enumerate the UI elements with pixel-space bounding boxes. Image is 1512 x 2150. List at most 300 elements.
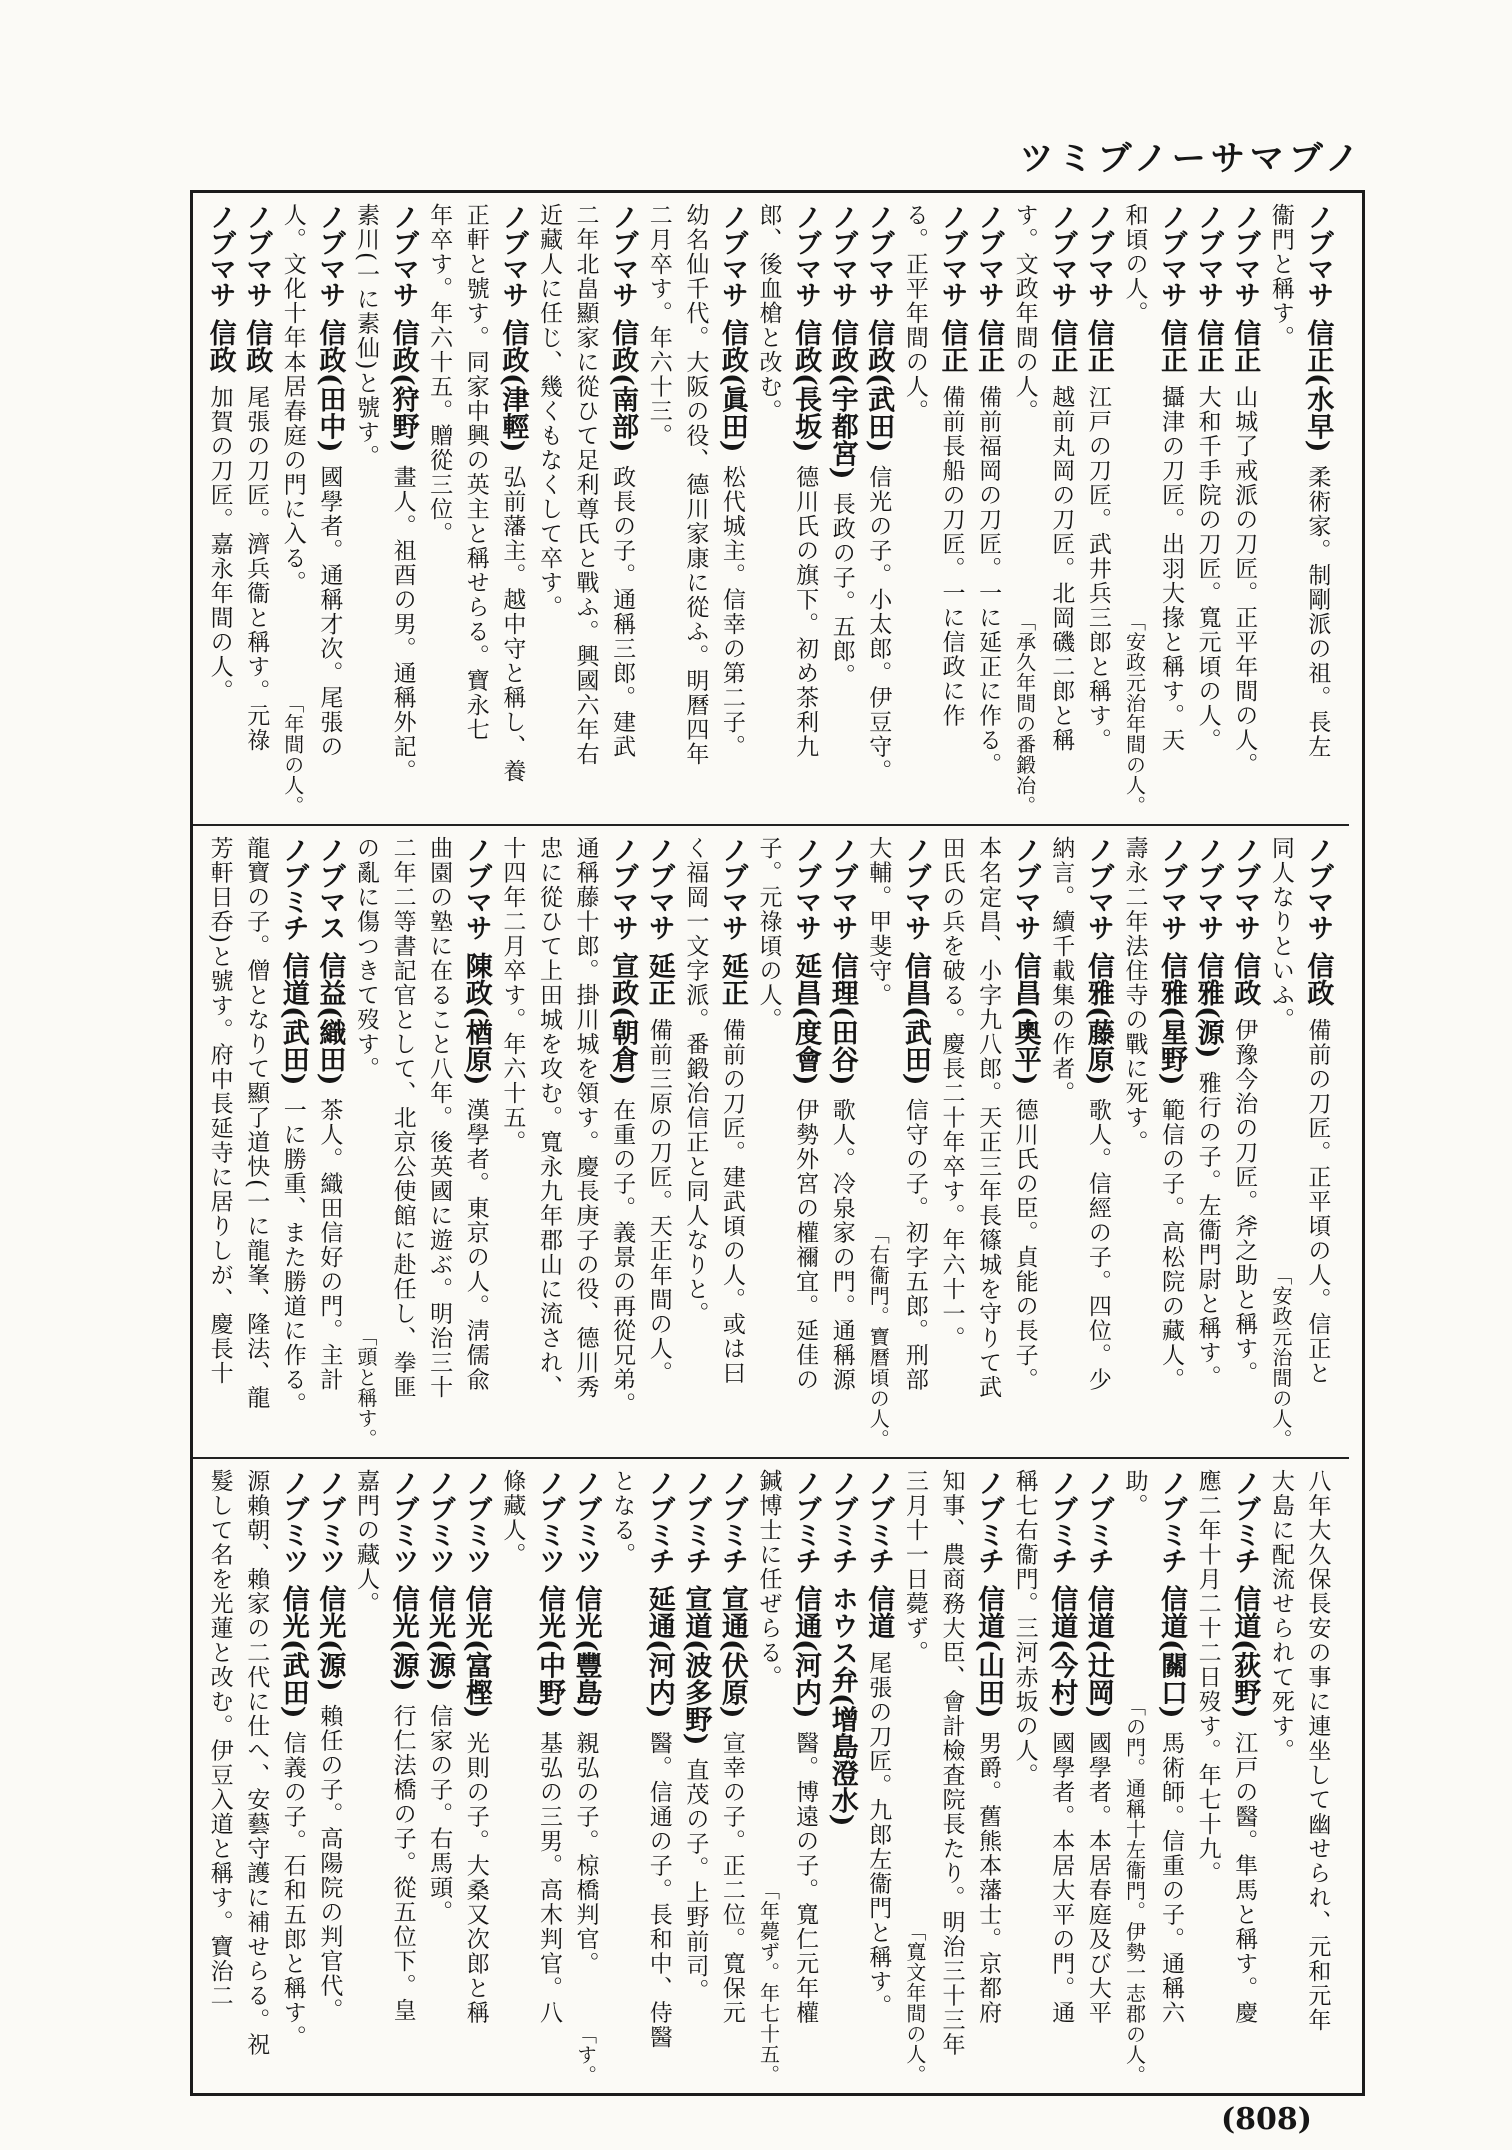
entry-text: 江戸の刀匠。武井兵三郎と稱す。 <box>1084 385 1111 753</box>
entry-reading: ノブミチ <box>826 1469 858 1573</box>
entry-text: 直茂の子。上野前司。 <box>682 1757 709 2003</box>
entry-text: 基弘の三男。高木判官。八 <box>535 1730 562 2025</box>
entry-name: 信政 <box>241 319 273 373</box>
continuation-column <box>347 203 384 818</box>
entry-text: 範信の子。高松院の藏人。 <box>1158 1097 1185 1392</box>
entry-text: 芳軒日呑)と號す。府中長延寺に居りしが、慶長十 <box>206 836 233 1386</box>
entry-name: 信政(田中) <box>314 319 346 453</box>
entry-name: 信政(眞田) <box>716 319 748 453</box>
entry-name: 信政 <box>1229 952 1261 1006</box>
continuation-column <box>238 836 275 1451</box>
entry-name: 信政(宇都宮) <box>826 319 858 480</box>
entry-name: 延昌(度會) <box>790 952 822 1086</box>
entry-text: 在重の子。義景の再從兄弟。 <box>609 1097 636 1417</box>
entry-name: 信正 <box>1229 319 1261 373</box>
entry-name: 信正 <box>936 319 968 373</box>
entry-text: 鍼博士に任ぜらる。 <box>755 1469 782 1690</box>
overflow-text: 「の門。通稱十左衞門。伊勢一志郡の人。 <box>1122 1695 1147 2085</box>
entry-text: 馬術師。信重の子。通稱六 <box>1158 1730 1185 2025</box>
entry-column <box>421 1469 458 2087</box>
entry-reading: ノブマサ <box>241 203 273 307</box>
entry-reading: ノブマサ <box>716 203 748 307</box>
entry-text: 山城了戒派の刀匠。正平年間の人。 <box>1231 385 1258 777</box>
entry-reading: ノブマサ <box>1082 203 1114 307</box>
entry-column <box>457 836 494 1451</box>
entry-text: 知事、農商務大臣、會計檢査院長たり。明治三十三年 <box>938 1469 965 2057</box>
entry-column <box>311 1469 348 2087</box>
entry-text: 信光の子。小太郎。伊豆守。 <box>865 464 892 784</box>
entry-column <box>311 203 348 818</box>
entry-reading: ノブマサ <box>899 836 931 940</box>
continuation-column <box>860 836 897 1451</box>
entry-text: 親弘の子。椋橋判官。 <box>572 1730 599 1976</box>
entry-column <box>384 1469 421 2087</box>
overflow-text: 「年間の人。 <box>280 693 305 816</box>
entry-reading: ノブミチ <box>973 1469 1005 1573</box>
entry-text: 幼名仙千代。大阪の役、德川家康に從ふ。明曆四年 <box>682 203 709 767</box>
entry-name: 信理(田谷) <box>826 952 858 1086</box>
entry-text: 攝津の刀匠。出羽大掾と稱す。天 <box>1158 385 1185 753</box>
entry-text: 通稱藤十郎。掛川城を領す。慶長庚子の役、德川秀 <box>572 836 599 1400</box>
entry-column <box>969 1469 1006 2087</box>
entry-column <box>640 1469 677 2087</box>
continuation-column <box>347 836 384 1451</box>
entry-reading: ノブマサ <box>1302 836 1334 940</box>
entry-text: 德川氏の旗下。初め茶利九 <box>792 464 819 759</box>
entry-text: 國學者。通稱才次。尾張の <box>316 464 343 759</box>
entry-column <box>1226 1469 1263 2087</box>
entry-text: 雅行の子。左衞門尉と稱す。 <box>1194 1070 1221 1390</box>
entry-name: 信正 <box>1156 319 1188 373</box>
entry-text: 本名定昌、小字九八郎。天正三年長篠城を守りて武 <box>975 836 1002 1400</box>
continuation-column <box>201 836 238 1451</box>
entry-text: 稱七右衞門。三河赤坂の人。 <box>1011 1469 1038 1788</box>
entry-text: 年卒す。年六十五。贈從三位。 <box>426 203 453 546</box>
entry-reading: ノブマサ <box>826 203 858 307</box>
tier-bottom <box>193 1459 1349 2093</box>
entry-name: 宣政(朝倉) <box>607 952 639 1086</box>
entry-column <box>1226 203 1263 818</box>
entry-column <box>787 203 824 818</box>
entry-text: く福岡一文字派。番鍛冶信正と同人なりと。 <box>682 836 709 1326</box>
entry-name: 信道(關口) <box>1156 1585 1188 1719</box>
entry-text: 信守の子。初字五郎。刑部 <box>901 1097 928 1392</box>
entry-column <box>1299 203 1336 818</box>
continuation-column <box>567 203 604 818</box>
entry-column <box>1006 836 1043 1451</box>
overflow-text: 「年薨ず。年七十五。 <box>756 1880 781 2085</box>
entry-column <box>860 203 897 818</box>
entry-reading: ノブマサ <box>387 203 419 307</box>
entry-name: 信正 <box>1082 319 1114 373</box>
continuation-column <box>1262 836 1299 1451</box>
entry-text: 條藏人。 <box>499 1469 526 1567</box>
continuation-column <box>494 836 531 1451</box>
entry-column <box>823 203 860 818</box>
entry-column <box>1226 836 1263 1451</box>
entry-reading: ノブマサ <box>314 203 346 307</box>
continuation-column <box>1262 203 1299 818</box>
entry-column <box>384 203 421 818</box>
entry-text: 嘉門の藏人。 <box>352 1469 379 1616</box>
entry-column <box>677 1469 714 2087</box>
continuation-column <box>567 836 604 1451</box>
entry-text: 納言。續千載集の作者。 <box>1048 836 1075 1106</box>
entry-reading: ノブミツ <box>460 1469 492 1573</box>
entry-column <box>1152 1469 1189 2087</box>
entry-reading: ノブミツ <box>570 1469 602 1573</box>
entry-reading: ノブミツ <box>277 1469 309 1573</box>
entry-text: 三月十一日薨ず。 <box>901 1469 928 1665</box>
entry-column <box>457 1469 494 2087</box>
entry-reading: ノブミツ <box>314 1469 346 1573</box>
continuation-column <box>677 836 714 1451</box>
entry-name: 延正 <box>716 952 748 1006</box>
entry-name: 信光(豐島) <box>570 1585 602 1719</box>
entry-name: 信雅(星野) <box>1156 952 1188 1086</box>
entry-reading: ノブマサ <box>936 203 968 307</box>
entry-column <box>1189 203 1226 818</box>
entry-reading: ノブマサ <box>1156 836 1188 940</box>
entry-text: 二年北畠顯家に從ひて足利尊氏と戰ふ。興國六年右 <box>572 203 599 767</box>
entry-name: 陳政(楢原) <box>460 952 492 1086</box>
continuation-column <box>421 836 458 1451</box>
entry-text: 江戸の醫。隼馬と稱す。慶 <box>1231 1730 1258 2025</box>
continuation-column <box>896 1469 933 2087</box>
entry-text: 近藏人に任じ、幾くもなくして卒す。 <box>535 203 562 620</box>
entry-name: 信正 <box>1046 319 1078 373</box>
entry-reading: ノブミツ <box>424 1469 456 1573</box>
entry-column <box>1152 203 1189 818</box>
entry-name: 延正 <box>643 952 675 1006</box>
entry-column <box>933 203 970 818</box>
entry-text: 弘前藩主。越中守と稱し、養 <box>499 464 526 784</box>
continuation-column <box>421 203 458 818</box>
overflow-text: 「安政元治年間の人。 <box>1122 611 1147 816</box>
entry-text: 尾張の刀匠。濟兵衞と稱す。元祿 <box>243 385 270 753</box>
entry-reading: ノブミチ <box>277 836 309 940</box>
entry-reading: ノブマサ <box>826 836 858 940</box>
entry-text: 賴任の子。高陽院の判官代。 <box>316 1703 343 2023</box>
entry-name: 信道(武田) <box>277 952 309 1086</box>
continuation-column <box>201 1469 238 2087</box>
entry-column <box>274 1469 311 2087</box>
entry-column <box>311 836 348 1451</box>
entry-name: 信政(武田) <box>863 319 895 453</box>
entry-text: 備前の刀匠。正平頃の人。信正と <box>1304 1018 1331 1386</box>
continuation-column <box>1006 203 1043 818</box>
entry-name: 宣通(伏原) <box>716 1585 748 1719</box>
continuation-column <box>384 836 421 1451</box>
overflow-text: 「安政元治間の人。 <box>1268 1264 1293 1449</box>
entry-name: ホウス弁(增島澄水) <box>826 1585 858 1827</box>
entry-column <box>713 203 750 818</box>
entry-text: 國學者。本居大平の門。通 <box>1048 1730 1075 2025</box>
entry-text: 子。元祿頃の人。 <box>755 836 782 1032</box>
continuation-column <box>677 203 714 818</box>
entry-column <box>530 1469 567 2087</box>
entry-column <box>1299 836 1336 1451</box>
entry-name: 信益(織田) <box>314 952 346 1086</box>
entry-reading: ノブマサ <box>460 836 492 940</box>
entry-column <box>1043 203 1080 818</box>
entry-text: 助。 <box>1121 1469 1148 1518</box>
entry-column <box>201 203 238 818</box>
continuation-column <box>933 836 970 1451</box>
entry-text: 備前長船の刀匠。一に信政に作 <box>938 385 965 728</box>
entry-text: 柔術家。制剛派の祖。長左 <box>1304 464 1331 759</box>
entry-name: 信通(河内) <box>790 1585 822 1719</box>
entry-text: 曲園の塾に在ること八年。後英國に遊ぶ。明治三十 <box>426 836 453 1400</box>
entry-column <box>238 203 275 818</box>
continuation-column <box>1006 1469 1043 2087</box>
continuation-column <box>750 203 787 818</box>
entry-text: 和頃の人。 <box>1121 203 1148 326</box>
entry-reading: ノブミチ <box>790 1469 822 1573</box>
continuation-column <box>274 203 311 818</box>
entry-text: 人。文化十年本居春庭の門に入る。 <box>279 203 306 595</box>
entry-text: 歌人。信經の子。四位。少 <box>1084 1097 1111 1392</box>
dictionary-frame <box>190 190 1365 2096</box>
entry-reading: ノブマサ <box>497 203 529 307</box>
entry-column <box>823 1469 860 2087</box>
entry-name: 信政(津輕) <box>497 319 529 453</box>
entry-text: 信家の子。右馬頭。 <box>426 1703 453 1925</box>
entry-text: 歌人。冷泉家の門。通稱源 <box>828 1097 855 1392</box>
overflow-text: 「右衞門。寶曆頃の人。 <box>866 1223 891 1449</box>
entry-reading: ノブマサ <box>1229 836 1261 940</box>
entry-column <box>1079 1469 1116 2087</box>
entry-reading: ノブミチ <box>863 1469 895 1573</box>
entry-text: 源賴朝、賴家の二代に仕へ、安藝守護に補せらる。祝 <box>243 1469 270 2057</box>
entry-reading: ノブミツ <box>533 1469 565 1573</box>
entry-reading: ノブマサ <box>643 836 675 940</box>
entry-name: 信道(荻野) <box>1229 1585 1261 1719</box>
entry-text: 政長の子。通稱三郎。建武 <box>609 464 636 759</box>
entry-reading: ノブマサ <box>607 203 639 307</box>
entry-reading: ノブマサ <box>1082 836 1114 940</box>
entry-text: 信義の子。石和五郎と稱す。 <box>279 1730 306 2050</box>
entry-column <box>1079 203 1116 818</box>
entry-text: 國學者。本居春庭及び大平 <box>1084 1730 1111 2025</box>
entry-reading: ノブミチ <box>1156 1469 1188 1573</box>
tier-middle <box>193 826 1349 1459</box>
entry-text: 正軒と號す。同家中興の英主と稱せらる。寶永七 <box>462 203 489 742</box>
entry-text: 一に勝重、また勝道に作る。 <box>279 1097 306 1417</box>
entry-text: となる。 <box>609 1469 636 1567</box>
entry-text: る。正平年間の人。 <box>901 203 928 424</box>
tier-top <box>193 193 1349 826</box>
continuation-column <box>750 836 787 1451</box>
entry-text: 備前福岡の刀匠。一に延正に作る。 <box>975 385 1002 777</box>
overflow-text: 「承久年間の番鍛冶。 <box>1012 611 1037 816</box>
continuation-column <box>457 203 494 818</box>
entry-reading: ノブミチ <box>1046 1469 1078 1573</box>
entry-name: 信道(辻岡) <box>1082 1585 1114 1719</box>
entry-name: 信光(富樫) <box>460 1585 492 1719</box>
entry-name: 延通(河内) <box>643 1585 675 1719</box>
entry-text: 醫。信通の子。長和中、侍醫 <box>645 1730 672 2050</box>
entry-name: 信正 <box>973 319 1005 373</box>
entry-text: 忠に從ひて上田城を攻む。寬永九年郡山に流され、 <box>535 836 562 1400</box>
entry-text: 二年二等書記官として、北京公使館に赴任し、拳匪 <box>389 836 416 1400</box>
continuation-column <box>1189 1469 1226 2087</box>
entry-name: 信光(源) <box>387 1585 419 1692</box>
entry-name: 信雅(源) <box>1192 952 1224 1059</box>
entry-column <box>604 203 641 818</box>
page-number: (808) <box>1220 2102 1312 2137</box>
continuation-column <box>1116 1469 1153 2087</box>
entry-text: 尾張の刀匠。九郎左衞門と稱す。 <box>865 1651 892 2019</box>
entry-text: 八年大久保長安の事に連坐して幽せられ、元和元年 <box>1304 1469 1331 2033</box>
entry-text: 漢學者。東京の人。淸儒兪 <box>462 1097 489 1392</box>
entry-reading: ノブミツ <box>387 1469 419 1573</box>
running-head: ノブマサーノブミツ <box>1019 139 1364 179</box>
entry-text: 同人なりといふ。 <box>1267 836 1294 1032</box>
entry-reading: ノブマサ <box>1156 203 1188 307</box>
entry-text: 大輔。甲斐守。 <box>865 836 892 1008</box>
overflow-text: 「す。 <box>573 2023 598 2085</box>
continuation-column <box>530 836 567 1451</box>
entry-reading: ノブマサ <box>790 203 822 307</box>
entry-column <box>1189 836 1226 1451</box>
entry-text: 伊勢外宮の權禰宜。延佳の <box>792 1097 819 1392</box>
entry-text: 衞門と稱す。 <box>1267 203 1294 350</box>
entry-text: 髮して名を光蓮と改む。伊豆入道と稱す。寶治二 <box>206 1469 233 2008</box>
entry-text: す。文政年間の人。 <box>1011 203 1038 424</box>
entry-name: 信政(長坂) <box>790 319 822 453</box>
entry-reading: ノブマサ <box>204 203 236 307</box>
continuation-column <box>896 203 933 818</box>
entry-reading: ノブマサ <box>716 836 748 940</box>
entry-reading: ノブミチ <box>680 1469 712 1573</box>
continuation-column <box>238 1469 275 2087</box>
entry-column <box>713 836 750 1451</box>
continuation-column <box>347 1469 384 2087</box>
entry-reading: ノブマサ <box>607 836 639 940</box>
entry-text: 越前丸岡の刀匠。北岡磯二郎と稱 <box>1048 385 1075 753</box>
entry-column <box>896 836 933 1451</box>
entry-name: 信光(中野) <box>533 1585 565 1719</box>
entry-name: 信光(武田) <box>277 1585 309 1719</box>
continuation-column <box>1116 203 1153 818</box>
entry-column <box>640 836 677 1451</box>
entry-reading: ノブミチ <box>643 1469 675 1573</box>
overflow-text: 「寬文年間の人。 <box>902 1921 927 2085</box>
entry-reading: ノブマサ <box>1046 203 1078 307</box>
entry-text: 大和千手院の刀匠。寬元頃の人。 <box>1194 385 1221 753</box>
continuation-column <box>969 836 1006 1451</box>
entry-reading: ノブマサ <box>1192 203 1224 307</box>
entry-reading: ノブミチ <box>1229 1469 1261 1573</box>
entry-reading: ノブマサ <box>973 203 1005 307</box>
continuation-column <box>1262 1469 1299 2087</box>
entry-text: 宣幸の子。正二位。寬保元 <box>718 1730 745 2025</box>
entry-text: 德川氏の臣。貞能の長子。 <box>1011 1097 1038 1392</box>
entry-name: 信光(源) <box>424 1585 456 1692</box>
entry-text: 應二年十月二十二日歿す。年七十九。 <box>1194 1469 1221 1886</box>
entry-column <box>787 836 824 1451</box>
entry-text: 男爵。舊熊本藩士。京都府 <box>975 1730 1002 2025</box>
entry-reading: ノブマサ <box>1229 203 1261 307</box>
entry-name: 信昌(武田) <box>899 952 931 1086</box>
entry-text: 龍寶の子。僧となりて顯了道快(一に龍峯、隆法、龍 <box>243 836 270 1410</box>
entry-name: 宣道(波多野) <box>680 1585 712 1746</box>
entry-column <box>860 1469 897 2087</box>
entry-column <box>1043 1469 1080 2087</box>
continuation-column <box>530 203 567 818</box>
entry-name: 信道 <box>863 1585 895 1639</box>
continuation-column <box>494 1469 531 2087</box>
entry-text: 行仁法橋の子。從五位下。皇 <box>389 1703 416 2023</box>
continuation-column <box>1043 836 1080 1451</box>
entry-text: 郎、後血槍と改む。 <box>755 203 782 424</box>
entry-column <box>823 836 860 1451</box>
continuation-column <box>750 1469 787 2087</box>
continuation-column <box>1299 1469 1336 2087</box>
entry-column <box>713 1469 750 2087</box>
entry-name: 信雅(藤原) <box>1082 952 1114 1086</box>
continuation-column <box>933 1469 970 2087</box>
entry-reading: ノブミチ <box>716 1469 748 1573</box>
overflow-text: 「頭と稱す。 <box>353 1326 378 1449</box>
entry-name: 信道(今村) <box>1046 1585 1078 1719</box>
entry-column <box>969 203 1006 818</box>
entry-text: 素川(一に素仙)と號す。 <box>352 203 379 469</box>
entry-column <box>604 836 641 1451</box>
entry-column <box>567 1469 604 2087</box>
entry-text: 田氏の兵を破る。慶長二十年卒す。年六十一。 <box>938 836 965 1351</box>
entry-text: 十四年二月卒す。年六十五。 <box>499 836 526 1155</box>
entry-name: 信光(源) <box>314 1585 346 1692</box>
entry-text: 光則の子。大桑又次郎と稱 <box>462 1730 489 2025</box>
entry-text: 醫。博遠の子。寬仁元年權 <box>792 1730 819 2025</box>
entry-name: 信正 <box>1192 319 1224 373</box>
continuation-column <box>1116 836 1153 1451</box>
entry-text: 二月卒す。年六十三。 <box>645 203 672 448</box>
entry-column <box>1152 836 1189 1451</box>
entry-text: 加賀の刀匠。嘉永年間の人。 <box>206 385 233 704</box>
entry-reading: ノブマサ <box>790 836 822 940</box>
entry-reading: ノブマサ <box>863 203 895 307</box>
entry-name: 信昌(奧平) <box>1009 952 1041 1086</box>
entry-text: 大島に配流せられて死す。 <box>1267 1469 1294 1763</box>
entry-reading: ノブマサ <box>1302 203 1334 307</box>
entry-name: 信正(水早) <box>1302 319 1334 453</box>
entry-name: 信政 <box>204 319 236 373</box>
entry-column <box>274 836 311 1451</box>
entry-text: 備前の刀匠。建武頃の人。或は曰 <box>718 1018 745 1386</box>
entry-reading: ノブマサ <box>1192 836 1224 940</box>
entry-name: 信政(狩野) <box>387 319 419 453</box>
entry-name: 信道(山田) <box>973 1585 1005 1719</box>
entry-text: 伊豫今治の刀匠。斧之助と稱す。 <box>1231 1018 1258 1386</box>
entry-reading: ノブマス <box>314 836 346 940</box>
entry-text: 畫人。祖酉の男。通稱外記。 <box>389 464 416 784</box>
entry-text: 長政の子。五郎。 <box>828 491 855 688</box>
entry-reading: ノブミチ <box>1082 1469 1114 1573</box>
entry-column <box>787 1469 824 2087</box>
entry-name: 信政(南部) <box>607 319 639 453</box>
continuation-column <box>640 203 677 818</box>
entry-text: 茶人。織田信好の門。主計 <box>316 1097 343 1392</box>
entry-text: 松代城主。信幸の第二子。 <box>718 464 745 759</box>
entry-name: 信政 <box>1302 952 1334 1006</box>
continuation-column <box>604 1469 641 2087</box>
entry-text: の亂に傷つきて歿す。 <box>352 836 379 1081</box>
entry-column <box>1079 836 1116 1451</box>
entry-text: 壽永二年法住寺の戰に死す。 <box>1121 836 1148 1155</box>
